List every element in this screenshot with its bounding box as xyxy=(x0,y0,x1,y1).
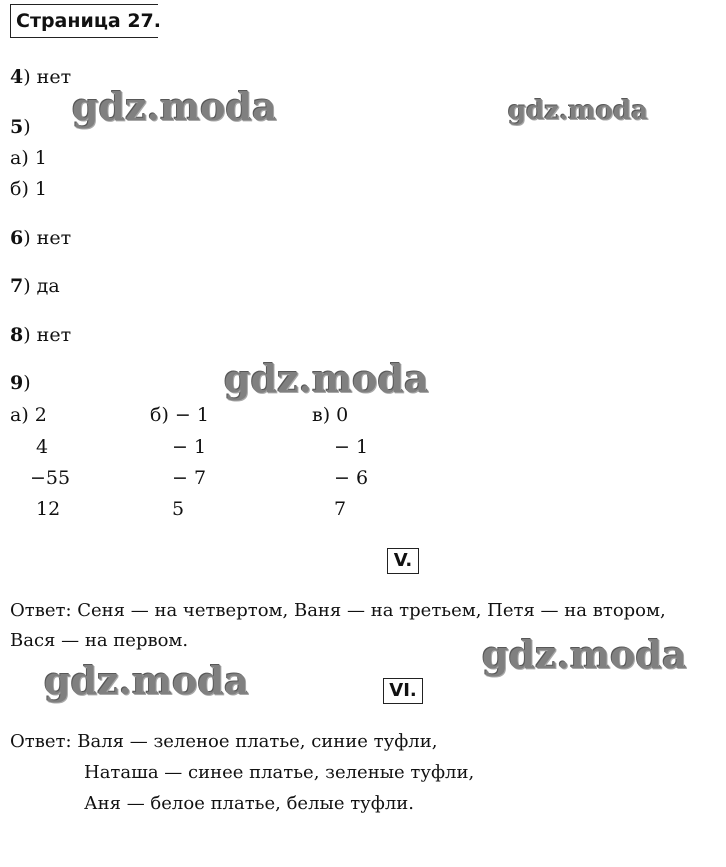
answer-5a: а) 1 xyxy=(10,147,47,169)
answer-9a-row: 12 xyxy=(36,498,61,520)
watermark: gdz.moda xyxy=(72,84,277,129)
answer-8 xyxy=(10,324,71,346)
answer-number: 8 xyxy=(10,324,24,346)
answer-text: ) нет xyxy=(23,324,72,346)
answer-9b-row: − 7 xyxy=(172,467,207,489)
answer-9c-row: в) 0 xyxy=(312,404,349,426)
watermark: gdz.moda xyxy=(508,96,649,126)
answer-7 xyxy=(10,275,60,297)
answer-9b-row: − 1 xyxy=(172,436,207,458)
answer-5b: б) 1 xyxy=(10,178,47,200)
answer-text: ) xyxy=(23,116,31,138)
section-label-v: V. xyxy=(387,548,419,574)
section-6-answer-line: Ответ: Валя — зеленое платье, синие туфли, xyxy=(10,731,438,752)
answer-text: ) xyxy=(23,372,31,394)
section-6-answer-line: Аня — белое платье, белые туфли. xyxy=(84,793,414,814)
answer-9b-row: 5 xyxy=(172,498,185,520)
watermark: gdz.moda xyxy=(44,658,249,703)
section-6-answer-line: Наташа — синее платье, зеленые туфли, xyxy=(84,762,475,783)
section-5-answer-line: Ответ: Сеня — на четвертом, Ваня — на третьем, Петя — на втором, xyxy=(10,600,666,621)
answer-9 xyxy=(10,372,31,394)
answer-9a-row: 4 xyxy=(36,436,49,458)
answer-9a-row: −55 xyxy=(30,467,71,489)
watermark: gdz.moda xyxy=(224,356,429,401)
answer-4 xyxy=(10,66,71,88)
answer-number: 9 xyxy=(10,372,24,394)
answer-text: ) да xyxy=(23,275,60,297)
answer-number: 4 xyxy=(10,66,24,88)
answer-9c-row: − 1 xyxy=(334,436,369,458)
answer-number: 6 xyxy=(10,227,24,249)
answer-number: 5 xyxy=(10,116,24,138)
section-5-answer-line: Вася — на первом. xyxy=(10,630,189,651)
answer-9c-row: 7 xyxy=(334,498,347,520)
answer-6 xyxy=(10,227,71,249)
watermark: gdz.moda xyxy=(482,632,687,677)
answer-9c-row: − 6 xyxy=(334,467,369,489)
answer-text: ) нет xyxy=(23,227,72,249)
answer-text: ) нет xyxy=(23,66,72,88)
page-title: Страница 27. xyxy=(16,10,161,32)
section-label-vi: VI. xyxy=(383,678,423,704)
answer-5 xyxy=(10,116,31,138)
answer-number: 7 xyxy=(10,275,24,297)
answer-9b-row: б) − 1 xyxy=(150,404,209,426)
answer-9a-row: а) 2 xyxy=(10,404,47,426)
